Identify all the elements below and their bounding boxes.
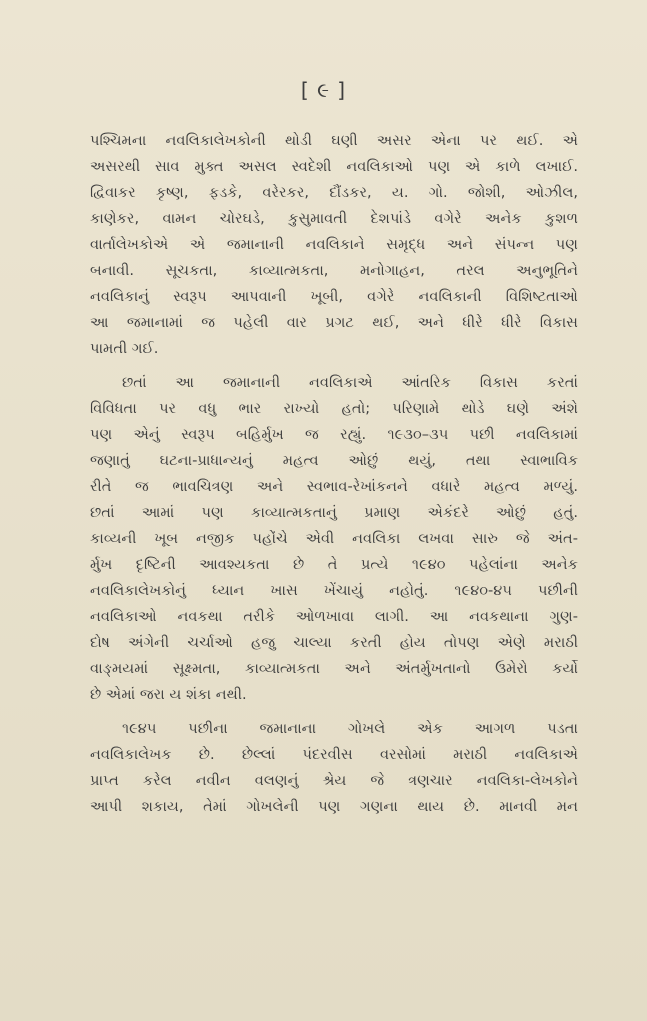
text-line: નવલિકાલેખક છે. છેલ્લાં પંદરવીસ વરસોમાં મરાઠી નવલિકાએ [90,746,578,763]
text-line: છતાં આ જમાનાની નવલિકાએ આંતરિક વિકાસ કરતાં [122,374,578,391]
paragraph-1 [90,128,578,362]
text-line: વિવિધતા પર વધુ ભાર રાખ્યો હતો; પરિણામે થોડે ઘણે અંશે [90,400,578,417]
text-line: પામતી ગઈ. [90,340,159,357]
text-line: પશ્ચિમના નવલિકાલેખકોની થોડી ઘણી અસર એના પર થઈ. એ [90,132,578,149]
text-line: આપી શકાય, તેમાં ગોખલેની પણ ગણના થાય છે. માનવી મન [90,798,578,815]
text-line: દ્વિવાકર કૃષ્ણ, ફડકે, વરેરકર, દૌંડકર, ય. ગો. જોશી, ઓઝીલ, [90,184,578,201]
text-line: કાવ્યની ખૂબ નજીક પહોંચે એવી નવલિકા લખવા સારુ જે અંત- [90,530,578,547]
text-line: દોષ અંગેની ચર્ચાઓ હજુ ચાલ્યા કરતી હોય તોપણ એણે મરાઠી [90,634,578,651]
text-line: રીતે જ ભાવચિત્રણ અને સ્વભાવ-રેખાંકનને વધારે મહત્વ મળ્યું. [90,478,578,495]
text-line: વાર્તાલેખકોએ એ જમાનાની નવલિકાને સમૃદ્ધ અને સંપન્ન પણ [90,236,578,253]
text-line: અસરથી સાવ મુક્ત અસલ સ્વદેશી નવલિકાઓ પણ એ કાળે લખાઈ. [90,158,578,175]
text-line: જણાતું ઘટના-પ્રાધાન્યનું મહત્વ ઓછું થયું, તથા સ્વાભાવિક [90,452,578,469]
text-line: નવલિકાનું સ્વરૂપ આપવાની ખૂબી, વગેરે નવલિકાની વિશિષ્ટતાઓ [90,288,578,305]
text-line: ર્મુખ દૃષ્ટિની આવશ્યકતા છે તે પ્રત્યે ૧૯૪૦ પહેલાંના અનેક [90,556,578,573]
page-number: [ ૯ ] [300,78,347,102]
text-line: વાઙ્મયમાં સૂક્ષ્મતા, કાવ્યાત્મકતા અને અંતર્મુખતાનો ઉમેરો કર્યો [90,660,578,677]
text-line: છતાં આમાં પણ કાવ્યાત્મકતાનું પ્રમાણ એકંદરે ઓછું હતું. [90,504,578,521]
text-line: કાણેકર, વામન ચોરઘડે, કુસુમાવતી દેશપાંડે વગેરે અનેક કુશળ [90,210,578,227]
text-line: પણ એનું સ્વરૂપ બહિર્મુખ જ રહ્યું. ૧૯૩૦–૩૫ પછી નવલિકામાં [90,426,578,443]
text-line: ૧૯૪૫ પછીના જમાનાના ગોખલે એક આગળ પડતા [122,720,578,737]
text-line: આ જમાનામાં જ પહેલી વાર પ્રગટ થઈ, અને ધીરે ધીરે વિકાસ [90,314,578,331]
text-line: નવલિકાઓ નવકથા તરીકે ઓળખાવા લાગી. આ નવકથાના ગુણ- [90,608,578,625]
paragraph-3 [90,716,578,820]
text-line: છે એમાં જરા ય શંકા નથી. [90,686,247,703]
body-text [90,128,578,828]
paragraph-2 [90,370,578,708]
text-line: બનાવી. સૂચકતા, કાવ્યાત્મકતા, મનોગાહન, તરલ અનુભૂતિને [90,262,578,279]
text-line: પ્રાપ્ત કરેલ નવીન વલણનું શ્રેય જે ત્રણચાર નવલિકા-લેખકોને [90,772,578,789]
text-line: નવલિકાલેખકોનું ધ્યાન ખાસ ખેંચાયું નહોતું. ૧૯૪૦-૪૫ પછીની [90,582,578,599]
